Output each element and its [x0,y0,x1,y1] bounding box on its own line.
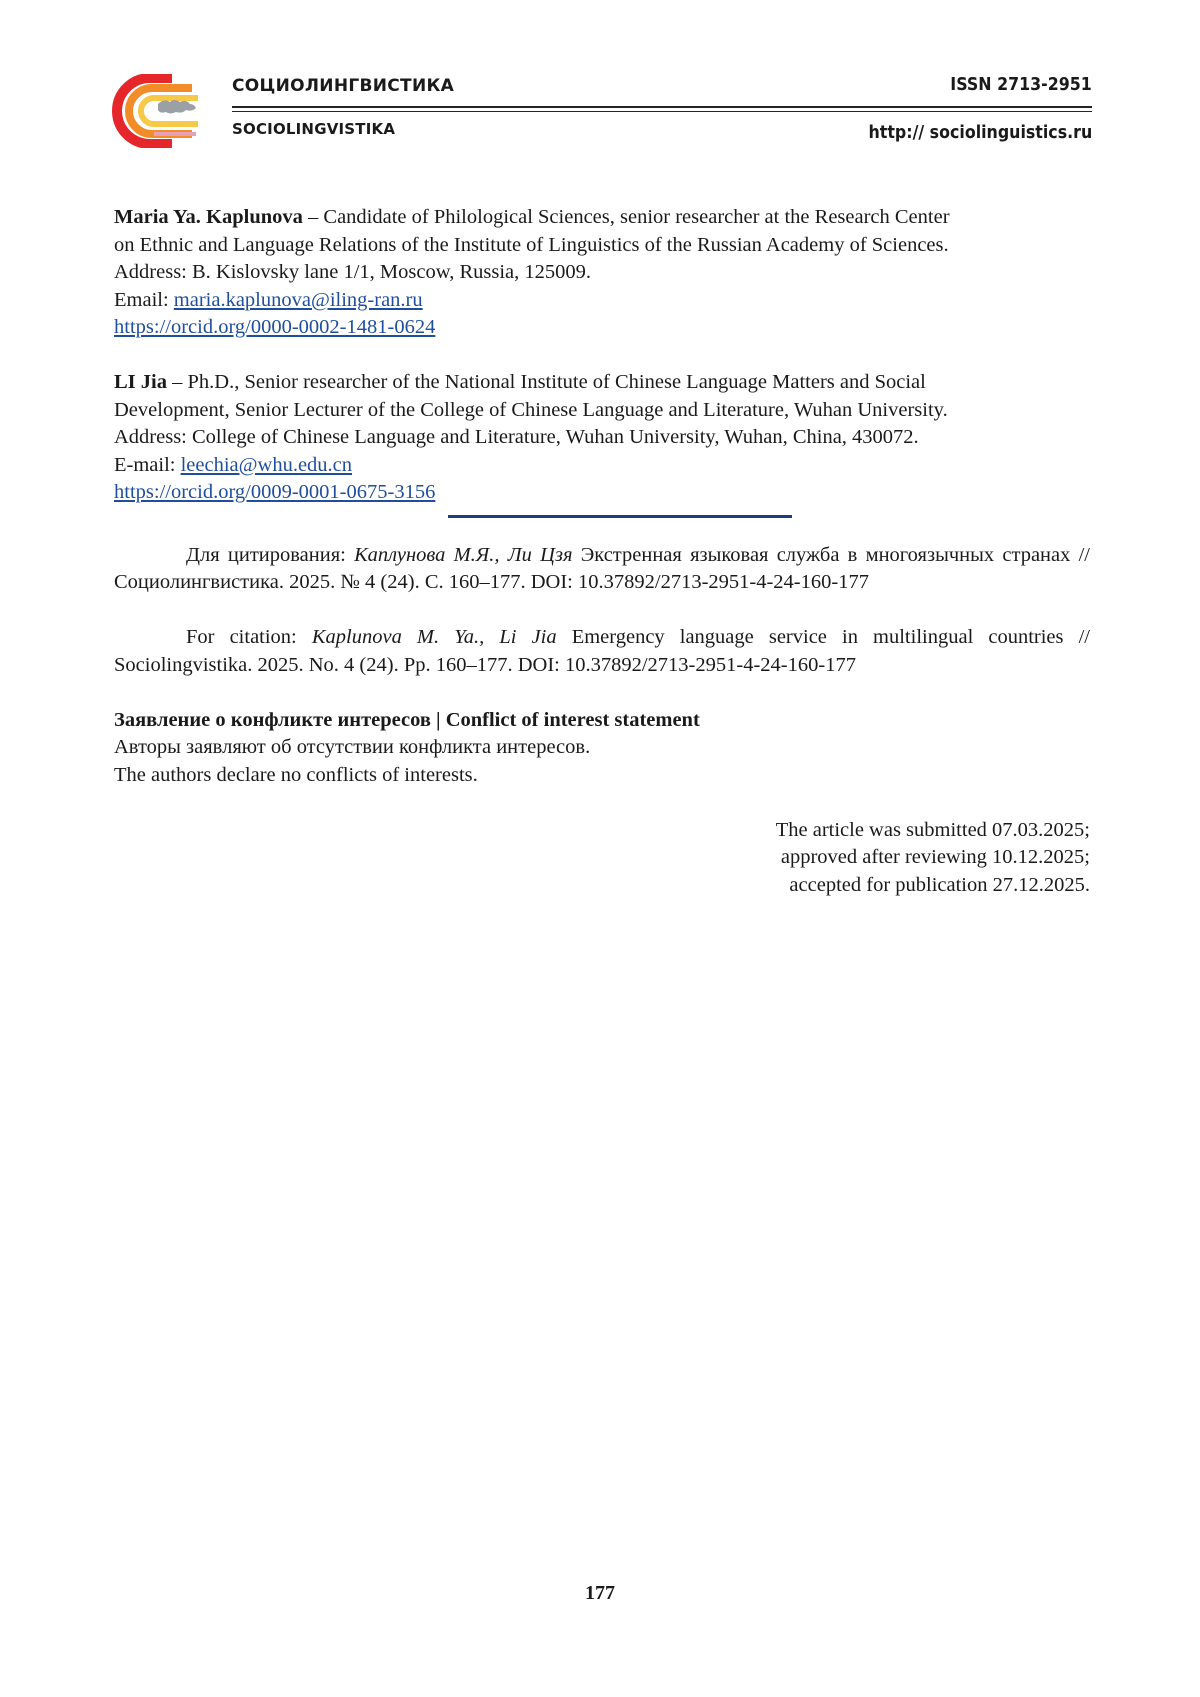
citation-ru-text: Экстренная языковая служба в многоязычных странах // Социолингвистика. 2025. № 4 (24). С. 160–177. DOI: 10.37892/2713-2951-4-24-160-177 [114,543,1090,593]
page-content [114,204,1090,899]
citation-en-text: Emergency language service in multilingual countries // Sociolingvistika. 2025. No. 4 (24). Pp. 160–177. DOI: 10.37892/2713-2951-4-24-160-177 [114,626,1090,676]
author1-orcid-link[interactable]: https://orcid.org/0000-0002-1481-0624 [114,316,436,338]
conflict-heading: Заявление о конфликте интересов | Conflict of interest statement [114,708,700,731]
author1-block [114,204,1090,342]
author1-address: Address: B. Kislovsky lane 1/1, Moscow, Russia, 125009. [114,261,591,283]
journal-url: http:// sociolinguistics.ru [868,122,1092,143]
header-rule-thick [232,106,1092,108]
citation-ru-label: Для цитирования: [186,543,355,566]
conflict-en: The authors declare no conflicts of interests. [114,763,478,786]
journal-logo-icon [112,74,212,148]
author1-desc-1: – Candidate of Philological Sciences, senior researcher at the Research Center [302,206,950,228]
author2-block [114,369,1090,507]
dates-block [114,817,1090,900]
date-approved: approved after reviewing 10.12.2025; [780,846,1090,868]
author1-email-link[interactable]: maria.kaplunova@iling-ran.ru [173,288,423,311]
date-submitted: The article was submitted 07.03.2025; [775,818,1090,841]
author2-name: LI Jia [114,371,167,393]
author1-email-label: Email: [114,288,174,311]
journal-title-en: SOCIOLINGVISTIKA [232,120,396,138]
citation-en-authors: Kaplunova M. Ya., Li Jia [311,626,557,648]
citation-ru [114,542,1090,597]
header-rule-thin [232,111,1092,112]
citation-ru-authors: Каплунова М.Я., Ли Цзя [354,543,573,566]
author2-email-link[interactable]: leechia@whu.edu.cn [180,453,353,476]
author1-desc-2: on Ethnic and Language Relations of the Institute of Linguistics of the Russian Academy of Sciences. [114,233,949,256]
page-header [112,70,1092,150]
conflict-ru: Авторы заявляют об отсутствии конфликта интересов. [114,736,591,758]
author2-desc-1: – Ph.D., Senior researcher of the National Institute of Chinese Language Matters and Social [166,371,926,393]
citation-en [114,624,1090,679]
author2-desc-2: Development, Senior Lecturer of the College of Chinese Language and Literature, Wuhan University. [114,398,948,421]
conflict-block [114,707,1090,790]
author1-name: Maria Ya. Kaplunova [114,206,303,228]
issn: ISSN 2713-2951 [950,74,1092,95]
author2-orcid-link[interactable]: https://orcid.org/0009-0001-0675-3156 [114,481,436,503]
journal-title-ru: СОЦИОЛИНГВИСТИКА [232,76,455,96]
citation-en-label: For citation: [186,626,312,648]
page-number: 177 [585,1582,615,1604]
date-accepted: accepted for publication 27.12.2025. [789,873,1090,896]
author2-email-label: E-mail: [114,453,181,476]
author2-address: Address: College of Chinese Language and Literature, Wuhan University, Wuhan, China, 430072. [114,426,919,448]
